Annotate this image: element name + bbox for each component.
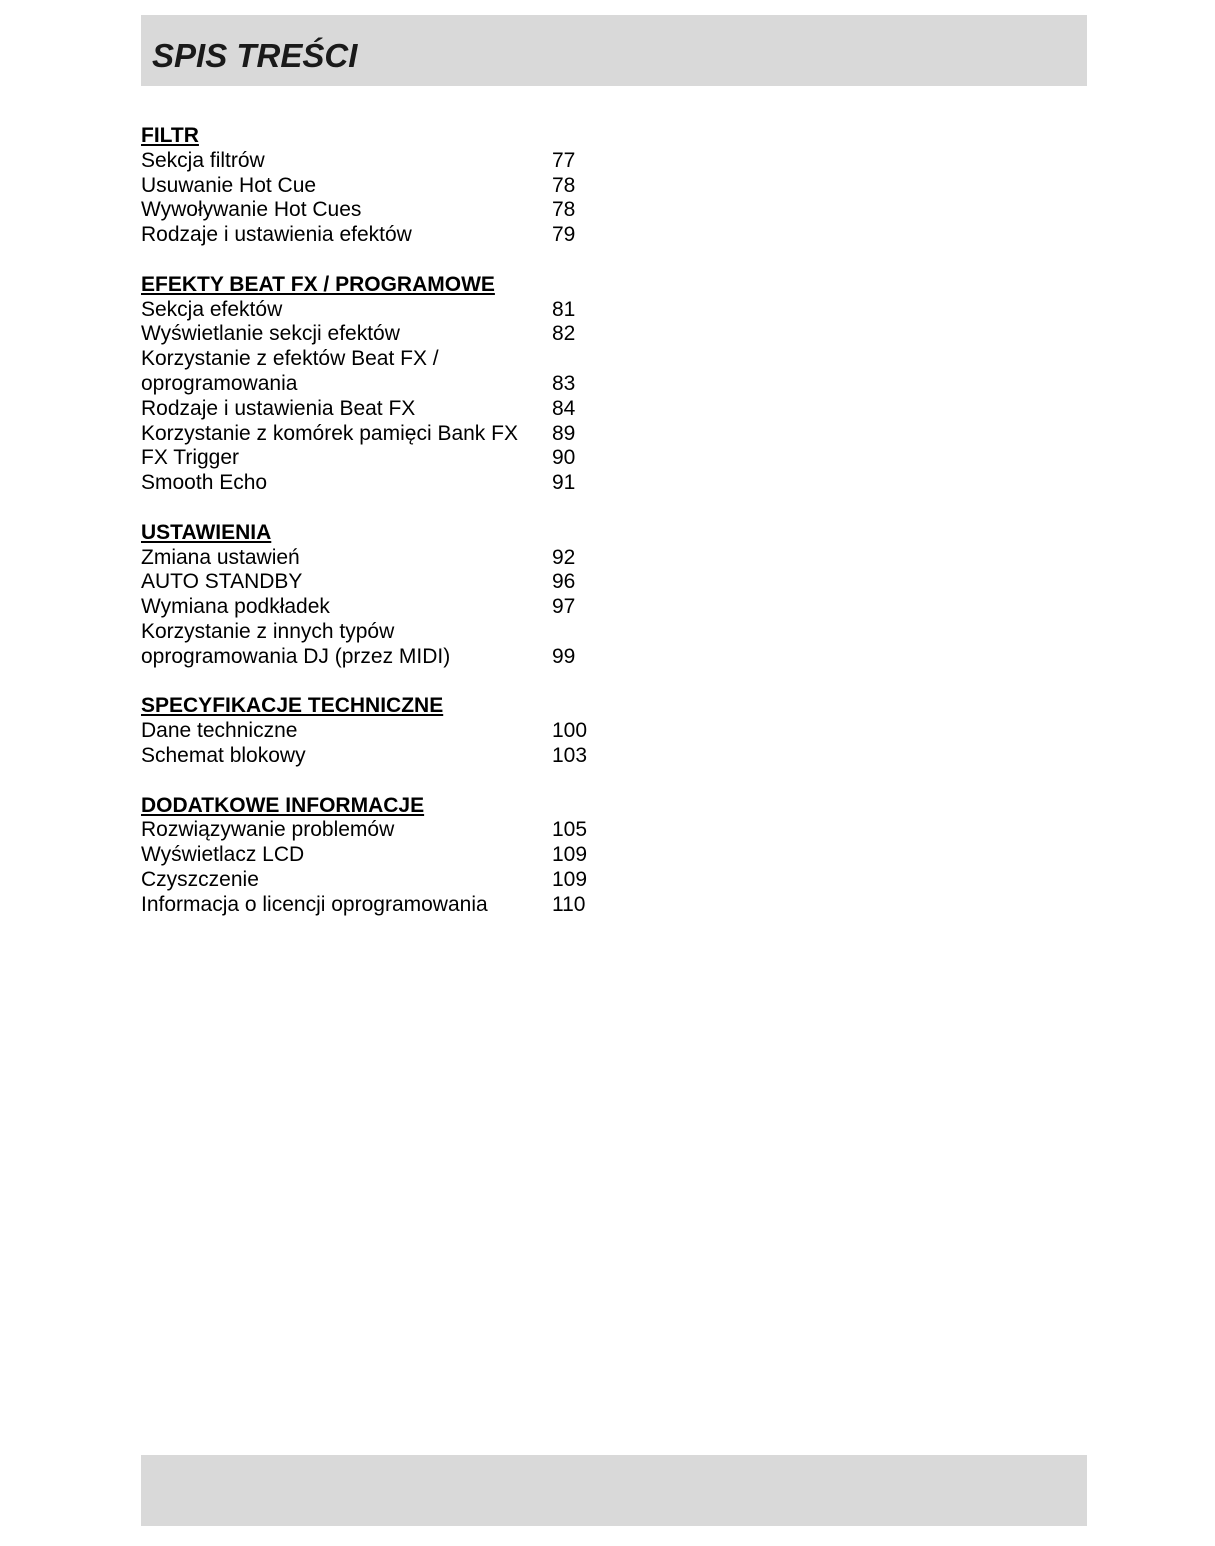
entry-title-line: Usuwanie Hot Cue — [141, 173, 317, 197]
entry-title — [141, 546, 552, 571]
entry-title — [141, 298, 552, 323]
toc-entry — [141, 744, 661, 769]
entry-title — [141, 149, 552, 174]
entry-title — [141, 719, 552, 744]
toc-entry — [141, 818, 661, 843]
entry-page-number: 92 — [552, 545, 576, 569]
toc-entry — [141, 719, 661, 744]
entry-title — [141, 893, 552, 918]
entry-title — [141, 570, 552, 595]
entry-title — [141, 397, 552, 422]
entry-page-number: 78 — [552, 173, 576, 197]
toc-entry — [141, 595, 661, 620]
section-heading: SPECYFIKACJE TECHNICZNE — [141, 694, 444, 718]
entry-title-line: Dane techniczne — [141, 719, 298, 743]
toc-entry — [141, 397, 661, 422]
header-band — [141, 15, 1087, 86]
entry-title — [141, 223, 552, 248]
toc-entry — [141, 422, 661, 447]
entry-title — [141, 818, 552, 843]
entry-title-line: Sekcja filtrów — [141, 148, 265, 172]
entry-title-line: Smooth Echo — [141, 471, 268, 495]
entry-page-number: 110 — [552, 892, 586, 916]
entry-title-line: Czyszczenie — [141, 867, 259, 891]
entry-title — [141, 198, 552, 223]
entry-title — [141, 471, 552, 496]
toc-entry — [141, 546, 661, 571]
entry-page-number: 78 — [552, 198, 576, 222]
entry-title-line: Wyświetlanie sekcji efektów — [141, 322, 400, 346]
entry-page-number: 77 — [552, 148, 576, 172]
section-heading: USTAWIENIA — [141, 520, 272, 544]
entry-page-number: 84 — [552, 396, 576, 420]
toc-entry — [141, 198, 661, 223]
toc-entry — [141, 843, 661, 868]
entry-title — [141, 322, 552, 347]
toc-entry — [141, 620, 661, 670]
table-of-contents — [141, 124, 661, 942]
entry-page-number: 89 — [552, 421, 576, 445]
toc-section — [141, 694, 661, 768]
entry-title — [141, 174, 552, 199]
entry-title-line: oprogramowania — [141, 371, 298, 395]
footer-band — [141, 1455, 1087, 1526]
entry-title-line: Schemat blokowy — [141, 743, 306, 767]
entry-page-number: 82 — [552, 322, 576, 346]
toc-entry — [141, 446, 661, 471]
entry-title — [141, 446, 552, 471]
toc-section — [141, 124, 661, 248]
entry-title-line: Informacja o licencji oprogramowania — [141, 892, 488, 916]
section-heading: DODATKOWE INFORMACJE — [141, 793, 425, 817]
entry-page-number: 83 — [552, 371, 576, 395]
entry-title-line: FX Trigger — [141, 446, 240, 470]
entry-title-line: Wyświetlacz LCD — [141, 843, 305, 867]
toc-entry — [141, 893, 661, 918]
section-heading: EFEKTY BEAT FX / PROGRAMOWE — [141, 272, 495, 296]
entry-title — [141, 595, 552, 620]
entry-title-line: Korzystanie z komórek pamięci Bank FX — [141, 421, 518, 445]
toc-section — [141, 794, 661, 918]
entry-page-number: 109 — [552, 867, 588, 891]
entry-page-number: 109 — [552, 843, 588, 867]
entry-page-number: 105 — [552, 818, 588, 842]
entry-title — [141, 347, 552, 397]
entry-page-number: 97 — [552, 595, 576, 619]
entry-page-number: 100 — [552, 719, 588, 743]
entry-title-line: Rodzaje i ustawienia Beat FX — [141, 396, 416, 420]
entry-title-line: Sekcja efektów — [141, 297, 283, 321]
entry-title-line: Wymiana podkładek — [141, 595, 330, 619]
page-title: SPIS TREŚCI — [152, 37, 358, 74]
toc-section — [141, 273, 661, 496]
toc-entry — [141, 149, 661, 174]
entry-title — [141, 868, 552, 893]
entry-title-line: Wywoływanie Hot Cues — [141, 198, 362, 222]
entry-title-line: Zmiana ustawień — [141, 545, 300, 569]
entry-title-line: Korzystanie z efektów Beat FX / — [141, 347, 439, 371]
toc-entry — [141, 223, 661, 248]
entry-title-line: Korzystanie z innych typów — [141, 619, 395, 643]
toc-section — [141, 521, 661, 670]
toc-entry — [141, 471, 661, 496]
entry-page-number: 90 — [552, 446, 576, 470]
entry-page-number: 99 — [552, 644, 576, 668]
entry-title-line: Rodzaje i ustawienia efektów — [141, 223, 412, 247]
toc-entry — [141, 570, 661, 595]
entry-page-number: 96 — [552, 570, 576, 594]
toc-entry — [141, 298, 661, 323]
entry-title — [141, 843, 552, 868]
toc-entry — [141, 868, 661, 893]
toc-entry — [141, 174, 661, 199]
entry-title-line: AUTO STANDBY — [141, 570, 303, 594]
entry-title — [141, 422, 552, 447]
entry-title — [141, 744, 552, 769]
entry-title-line: oprogramowania DJ (przez MIDI) — [141, 644, 451, 668]
entry-page-number: 91 — [552, 471, 576, 495]
section-heading: FILTR — [141, 124, 199, 147]
toc-entry — [141, 347, 661, 397]
entry-title-line: Rozwiązywanie problemów — [141, 818, 395, 842]
entry-page-number: 79 — [552, 223, 576, 247]
toc-entry — [141, 322, 661, 347]
entry-page-number: 81 — [552, 297, 576, 321]
entry-title — [141, 620, 552, 670]
entry-page-number: 103 — [552, 743, 588, 767]
